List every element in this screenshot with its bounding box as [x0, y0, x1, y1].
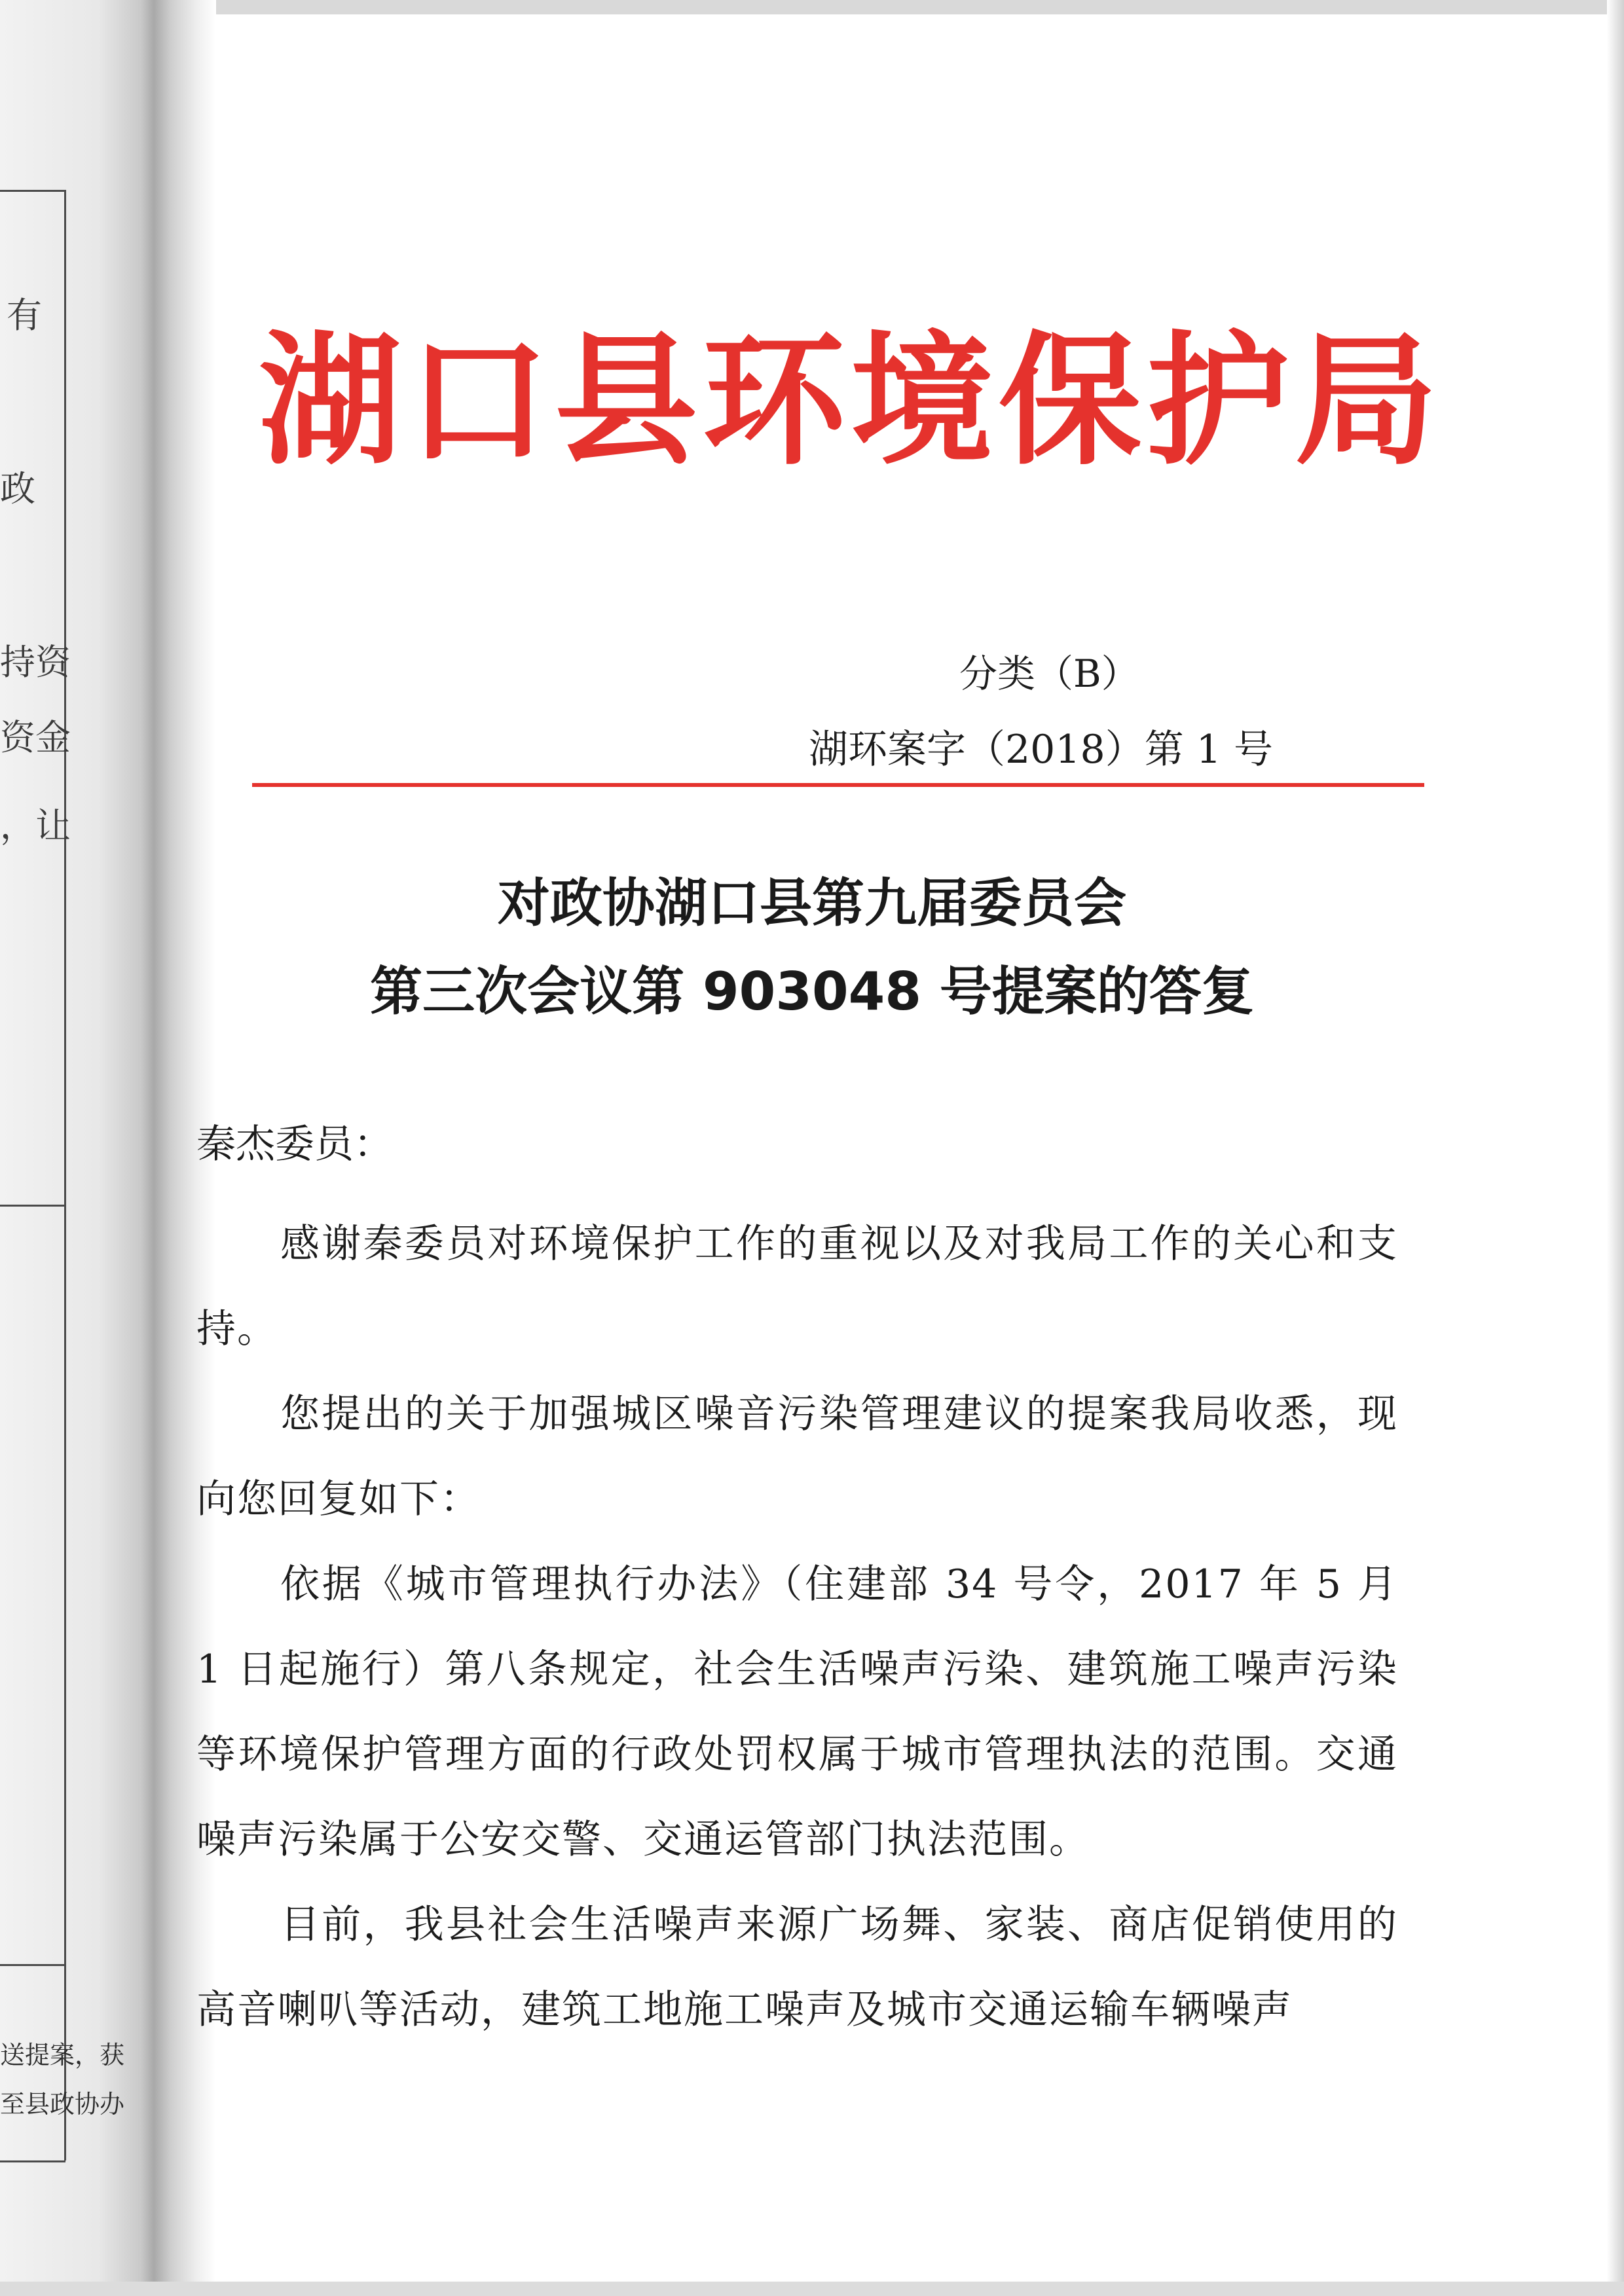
- document-classification: 分类（B）: [959, 651, 1139, 696]
- previous-page-char: 政: [0, 468, 35, 509]
- previous-page-rule: [0, 190, 65, 192]
- previous-page-margin: [0, 0, 216, 2296]
- previous-page-char: ，让: [0, 805, 71, 847]
- previous-page-char: 有: [7, 295, 42, 336]
- previous-page-rule: [0, 2160, 65, 2162]
- previous-page-note: 至县政协办: [0, 2090, 125, 2119]
- previous-page-note: 送提案，获: [0, 2041, 125, 2069]
- salutation: 秦杰委员：: [196, 1121, 393, 1167]
- previous-page-frame: [64, 190, 66, 2160]
- document-title-line1: 对政协湖口县第九届委员会: [498, 873, 1126, 934]
- previous-page-char: 持资: [0, 642, 71, 683]
- body-paragraph: 您提出的关于加强城区噪音污染管理建议的提案我局收悉，现向您回复如下：: [196, 1391, 1398, 1522]
- body-paragraph: 依据《城市管理执行办法》（住建部 34 号令，2017 年 5 月 1 日起施行）第八条规定，社会生活噪声污染、建筑施工噪声污染等环境保护管理方面的行政处罚权属于城市管理执法的范围。交通噪声污染属于公安交警、交通运管部门执法范围。: [196, 1561, 1398, 1863]
- scan-border-top: [0, 0, 1624, 14]
- document-title-line2: 第三次会议第 903048 号提案的答复: [370, 961, 1254, 1022]
- scan-border-bottom: [0, 2282, 1624, 2296]
- document-number: 湖环案字（2018）第 1 号: [809, 727, 1274, 773]
- letterhead-red-rule: [252, 783, 1424, 787]
- page-right-edge: [1607, 0, 1624, 2296]
- body-paragraph: 目前，我县社会生活噪声来源广场舞、家装、商店促销使用的高音喇叭等活动，建筑工地施工噪声及城市交通运输车辆噪声: [196, 1902, 1398, 2033]
- previous-page-rule: [0, 1964, 65, 1966]
- previous-page-rule: [0, 1205, 65, 1207]
- letterhead-title: 湖口县环境保护局: [259, 319, 1443, 484]
- body-paragraph: 感谢秦委员对环境保护工作的重视以及对我局工作的关心和支持。: [196, 1221, 1398, 1352]
- previous-page-char: 资金: [0, 717, 71, 758]
